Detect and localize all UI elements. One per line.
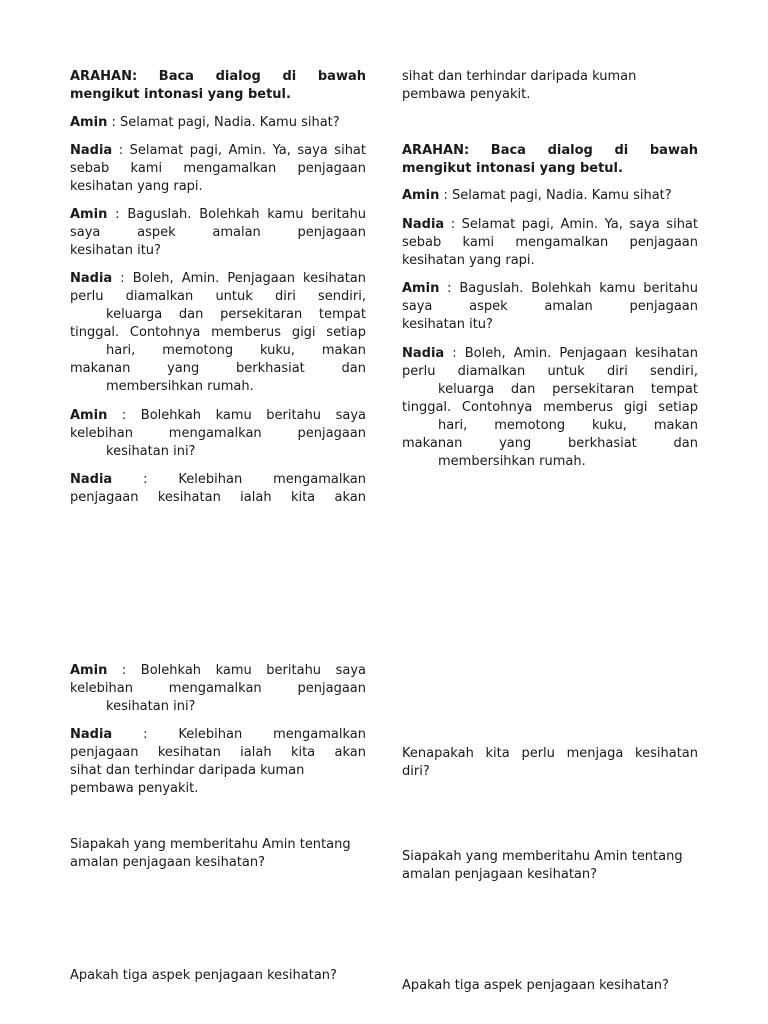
dialog-line-nadia: Nadia : Kelebihan mengamalkan penjagaan kesihatan ialah kita akan sihat dan terhindar daripada kuman pembawa penyakit.	[70, 727, 366, 796]
dialog-line-amin: Amin : Bolehkah kamu beritahu saya kelebihan mengamalkan penjagaan kesihatan ini?	[70, 408, 366, 459]
dialog-line-nadia: Nadia : Boleh, Amin. Penjagaan kesihatan perlu diamalkan untuk diri sendiri, keluarga dan persekitaran tempat tinggal. Contohnya memberus gigi setiap hari, memotong kuku, makan makanan yang berkhasiat dan membersihkan rumah.	[402, 346, 698, 469]
dialog-line-nadia: Nadia : Selamat pagi, Amin. Ya, saya sihat sebab kami mengamalkan penjagaan kesihatan yang rapi.	[70, 143, 366, 194]
dialog-line-amin: Amin : Selamat pagi, Nadia. Kamu sihat?	[70, 115, 340, 130]
dialog-line-nadia: Nadia : Boleh, Amin. Penjagaan kesihatan perlu diamalkan untuk diri sendiri, keluarga dan persekitaran tempat tinggal. Contohnya memberus gigi setiap hari, memotong kuku, makan makanan yang berkhasiat dan membersihkan rumah.	[70, 271, 366, 394]
dialog-line-amin: Amin : Bolehkah kamu beritahu saya kelebihan mengamalkan penjagaan kesihatan ini?	[70, 663, 366, 714]
continued-dialog-text: sihat dan terhindar daripada kuman pembawa penyakit.	[402, 69, 637, 102]
question-text: Apakah tiga aspek penjagaan kesihatan?	[70, 968, 337, 983]
question-text: Siapakah yang memberitahu Amin tentang amalan penjagaan kesihatan?	[402, 849, 683, 882]
question-text: Siapakah yang memberitahu Amin tentang amalan penjagaan kesihatan?	[70, 837, 351, 870]
question-text: Kenapakah kita perlu menjaga kesihatan diri?	[402, 746, 698, 779]
dialog-line-amin: Amin : Selamat pagi, Nadia. Kamu sihat?	[402, 188, 672, 203]
dialog-line-amin: Amin : Baguslah. Bolehkah kamu beritahu saya aspek amalan penjagaan kesihatan itu?	[402, 281, 698, 332]
dialog-line-nadia: Nadia : Selamat pagi, Amin. Ya, saya sihat sebab kami mengamalkan penjagaan kesihatan yang rapi.	[402, 217, 698, 268]
dialog-line-amin: Amin : Baguslah. Bolehkah kamu beritahu saya aspek amalan penjagaan kesihatan itu?	[70, 207, 366, 258]
question-text: Apakah tiga aspek penjagaan kesihatan?	[402, 978, 669, 993]
instruction-heading: ARAHAN: Baca dialog di bawah mengikut intonasi yang betul.	[402, 143, 698, 176]
instruction-heading: ARAHAN: Baca dialog di bawah mengikut intonasi yang betul.	[70, 69, 366, 102]
dialog-line-nadia: Nadia : Kelebihan mengamalkan penjagaan kesihatan ialah kita akan	[70, 472, 366, 505]
